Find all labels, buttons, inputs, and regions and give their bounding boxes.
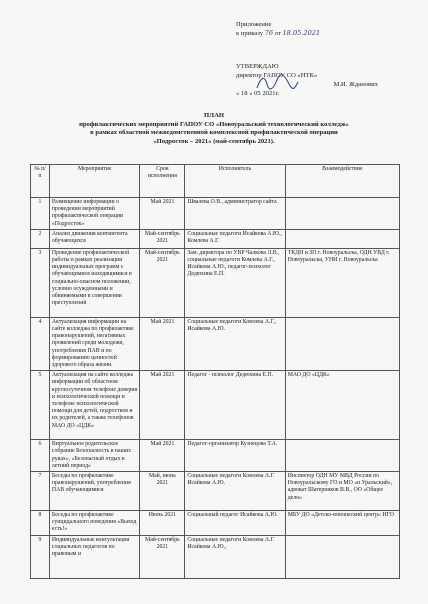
cell-executor: Социальный педагог Исайкова А.Ю. — [185, 511, 285, 536]
cell-deadline: Июнь 2021 — [140, 511, 185, 536]
plan-heading — [0, 112, 428, 146]
order-prefix: к приказу — [236, 30, 263, 37]
cell-deadline: Май 2021 — [140, 317, 185, 370]
cell-event: Беседы по профилактике правонарушений, употребления ПАВ обучающимися — [49, 472, 140, 511]
cell-event: Индивидуальные консультации социальных педагогов по правовым и — [49, 536, 140, 579]
table-header-row — [31, 165, 400, 198]
table-row — [31, 317, 400, 370]
table-row — [31, 371, 400, 440]
plan-subtitle-3: «Подросток – 2021» (май-сентябрь 2021). — [153, 137, 275, 145]
cell-executor: Социальные педагоги Комлева А.Г. Исайкова А.Ю., — [185, 536, 285, 579]
header-event: Мероприятие — [49, 165, 140, 198]
cell-event: Актуализация информации на сайте колледжа по профилактике правонарушений, негативных проявлений среди молодежи, употребления ПАВ и по формированию ценностей здорового образа жизни. — [49, 317, 140, 370]
header-executor: Исполнитель — [185, 165, 285, 198]
table-row — [31, 440, 400, 472]
cell-event: Виртуальное родительское собрание Безопасность в наших руках», «Безопасный отдых в летний период» — [49, 440, 140, 472]
cell-executor: Социальные педагоги Комлева А.Г. Исайкова А.Ю. — [185, 472, 285, 511]
cell-interaction: МАО ДО «ЦДК» — [285, 371, 399, 440]
plan-subtitle-1: профилактических мероприятий ГАПОУ СО «Новоуральский технологический колледж» — [79, 120, 349, 128]
approval-name: М.И. Жданових — [333, 81, 378, 88]
cell-interaction — [285, 229, 399, 248]
cell-number: 6 — [31, 440, 50, 472]
cell-deadline: Май-сентябрь 2021 — [140, 229, 185, 248]
appendix-block — [236, 20, 320, 38]
cell-interaction: ТКДН и ЗП г. Новоуральска, ОДН УВД г. Новоуральска, УНИ г. Новоуральска — [285, 248, 399, 317]
cell-deadline: Май 2021 — [140, 371, 185, 440]
signature-icon — [255, 74, 299, 92]
cell-deadline: Май-сентябрь 2021 — [140, 536, 185, 579]
cell-event: Актуализация на сайте колледжа информации об областном круглосуточном телефоне доверия и психологической помощи и телефоне психологической помощи для детей, подростков и их родителей, а также телефонов МАО ДО «ЦДК» — [49, 371, 140, 440]
cell-event: Проведение профилактической работы в рамках реализации индивидуальных программ с обучающимися находящимися в социально-опасном положении, условно осужденными и обвиняемыми в совершении преступлений — [49, 248, 140, 317]
cell-executor: Швалева О.В., администратор сайта — [185, 198, 285, 230]
plan-subtitle-2: в рамках областной межведомственной комплексной профилактической операции — [90, 129, 338, 136]
cell-number: 7 — [31, 472, 50, 511]
cell-executor: Зам. директора по УВР Чалкова Л.В., социальные педагоги Комлева А.Г., Исайкова А.Ю., педагог-психолог Дедюхина Е.П. — [185, 248, 285, 317]
plan-table — [30, 164, 400, 579]
cell-interaction — [285, 198, 399, 230]
appendix-title: Приложение — [236, 21, 272, 28]
cell-number: 1 — [31, 198, 50, 230]
cell-executor: Педагог - психолог Дедюхина Е.П. — [185, 371, 285, 440]
cell-number: 2 — [31, 229, 50, 248]
cell-interaction: Инспектор ОДН МУ МВД России по Новоуральскому ГО и МО «п Уральский», адвокат Шатерников В.В., ОО «Общее дело» — [285, 472, 399, 511]
approval-title: УТВЕРЖДАЮ — [236, 63, 279, 70]
cell-event: Беседы по профилактике суицидального поведения «Выход есть!» — [49, 511, 140, 536]
order-from: от — [274, 30, 281, 37]
header-interaction: Взаимодействие — [285, 165, 399, 198]
cell-deadline: Май, июнь 2021 — [140, 472, 185, 511]
table-row — [31, 511, 400, 536]
cell-interaction: МБУ ДО «Детско-юношеский центр» НГО — [285, 511, 399, 536]
table-row — [31, 248, 400, 317]
cell-event: Анализ движения контингента обучающихся — [49, 229, 140, 248]
header-number: № п/п — [31, 165, 50, 198]
table-row — [31, 536, 400, 579]
cell-number: 3 — [31, 248, 50, 317]
approval-position: директор ГАПОУ СО «НТК» — [236, 72, 318, 79]
cell-number: 5 — [31, 371, 50, 440]
cell-executor: Социальные педагоги Комлева А.Г., Исайкова А.Ю. — [185, 317, 285, 370]
table-row — [31, 229, 400, 248]
cell-interaction — [285, 317, 399, 370]
approval-date: « 18 » 05 2021г. — [236, 90, 280, 97]
cell-executor: Социальные педагоги Исайкова А.Ю., Комлева А.Г. — [185, 229, 285, 248]
cell-number: 4 — [31, 317, 50, 370]
cell-deadline: Май 2021 — [140, 198, 185, 230]
cell-deadline: Май-сентябрь 2021 — [140, 248, 185, 317]
appendix-order-line — [236, 29, 320, 38]
table-row — [31, 198, 400, 230]
cell-executor: Педагог-организатор Кузнецова Т.А. — [185, 440, 285, 472]
order-number: 76 — [264, 29, 274, 37]
cell-interaction — [285, 536, 399, 579]
header-deadline: Срок исполнения — [140, 165, 185, 198]
cell-number: 9 — [31, 536, 50, 579]
cell-interaction — [285, 440, 399, 472]
plan-title: ПЛАН — [204, 112, 224, 119]
cell-event: Размещение информации о проведении мероприятий профилактической операции «Подросток» — [49, 198, 140, 230]
cell-number: 8 — [31, 511, 50, 536]
order-date: 18.05.2021 — [282, 29, 321, 37]
cell-deadline: Май 2021 — [140, 440, 185, 472]
table-row — [31, 472, 400, 511]
